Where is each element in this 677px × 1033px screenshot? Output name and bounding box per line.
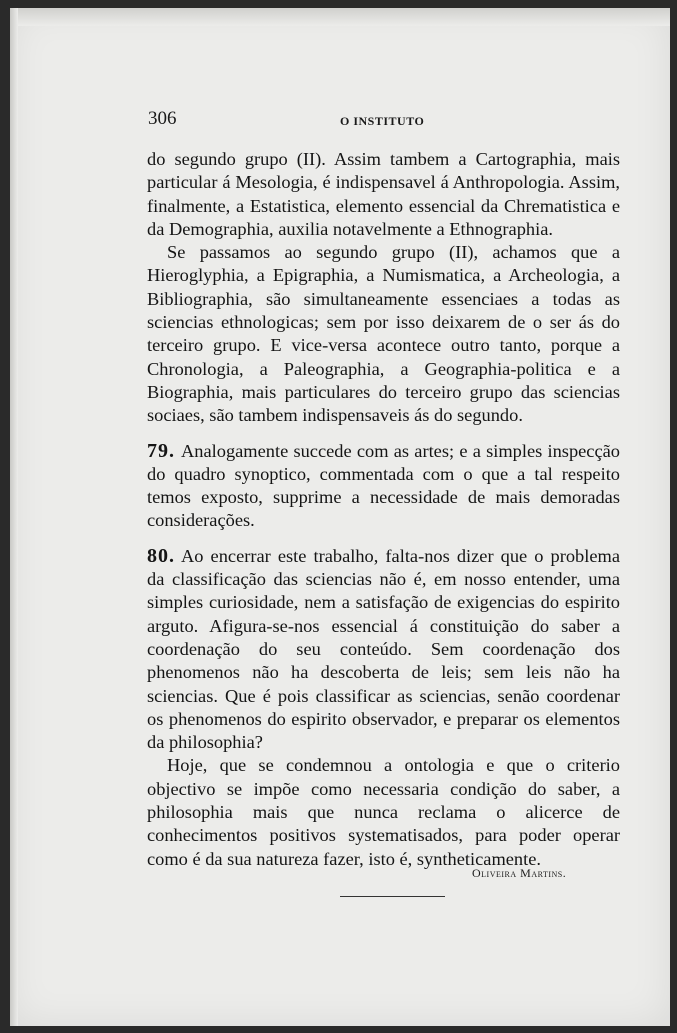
paragraph-number: 79. <box>147 439 175 462</box>
running-title: O INSTITUTO <box>340 114 425 128</box>
numbered-paragraph-79 <box>147 440 620 533</box>
author-signature: Oliveira Martins. <box>472 866 567 880</box>
book-page <box>10 8 670 1026</box>
paragraph <box>147 241 620 427</box>
paragraph <box>147 754 620 870</box>
paragraph-text: Se passamos ao segundo grupo (II), achamos que a Hieroglyphia, a Epigraphia, a Numismatica, a Archeologia, a Bibliographia, são simultaneamente essenciaes a todas as sciencias ethnologicas; sem por isso deixarem de o ser ás do terceiro grupo. E vice-versa acontece outro tanto, porque a Chronologia, a Paleographia, a Geographia-politica e a Biographia, mais particulares do terceiro grupo das sciencias sociaes, são tambem indispensaveis ás do segundo. <box>147 242 620 426</box>
end-rule <box>340 896 445 897</box>
numbered-paragraph-80 <box>147 545 620 755</box>
paragraph-text: Analogamente succede com as artes; e a simples inspecção do quadro synoptico, commentada com o que a tal respeito temos exposto, supprime a necessidade de mais demoradas considerações. <box>147 440 620 531</box>
body-text <box>147 148 620 871</box>
page-number: 306 <box>148 108 177 129</box>
paragraph-text: do segundo grupo (II). Assim tambem a Cartographia, mais particular á Mesologia, é indispensavel á Anthropologia. Assim, finalmente, a Estatistica, elemento essencial da Chrematistica e da Demographia, auxilia notavelmente a Ethnographia. <box>147 149 620 239</box>
page-header <box>148 108 618 138</box>
page-gutter-shadow <box>10 8 18 1026</box>
paragraph-text: Hoje, que se condemnou a ontologia e que o criterio objectivo se impõe como necessaria condição do saber, a philosophia mais que nunca reclama o alicerce de conhecimentos positivos systematisados, para poder operar como é da sua natureza fazer, isto é, syntheticamente. <box>147 755 620 869</box>
paragraph-continuation <box>147 148 620 241</box>
page-top-shadow <box>10 8 670 26</box>
paragraph-number: 80. <box>147 544 175 567</box>
paragraph-text: Ao encerrar este trabalho, falta-nos dizer que o problema da classificação das sciencias não é, em nosso entender, uma simples curiosidade, nem a satisfação de exigencias do espirito arguto. Afigura-se-nos essencial á constituição do saber a coordenação do seu conteúdo. Sem coordenação dos phenomenos não ha descoberta de leis; sem leis não ha sciencias. Que é pois classificar as sciencias, senão coordenar os phenomenos do espirito observador, e preparar os elementos da philosophia? <box>147 545 620 753</box>
